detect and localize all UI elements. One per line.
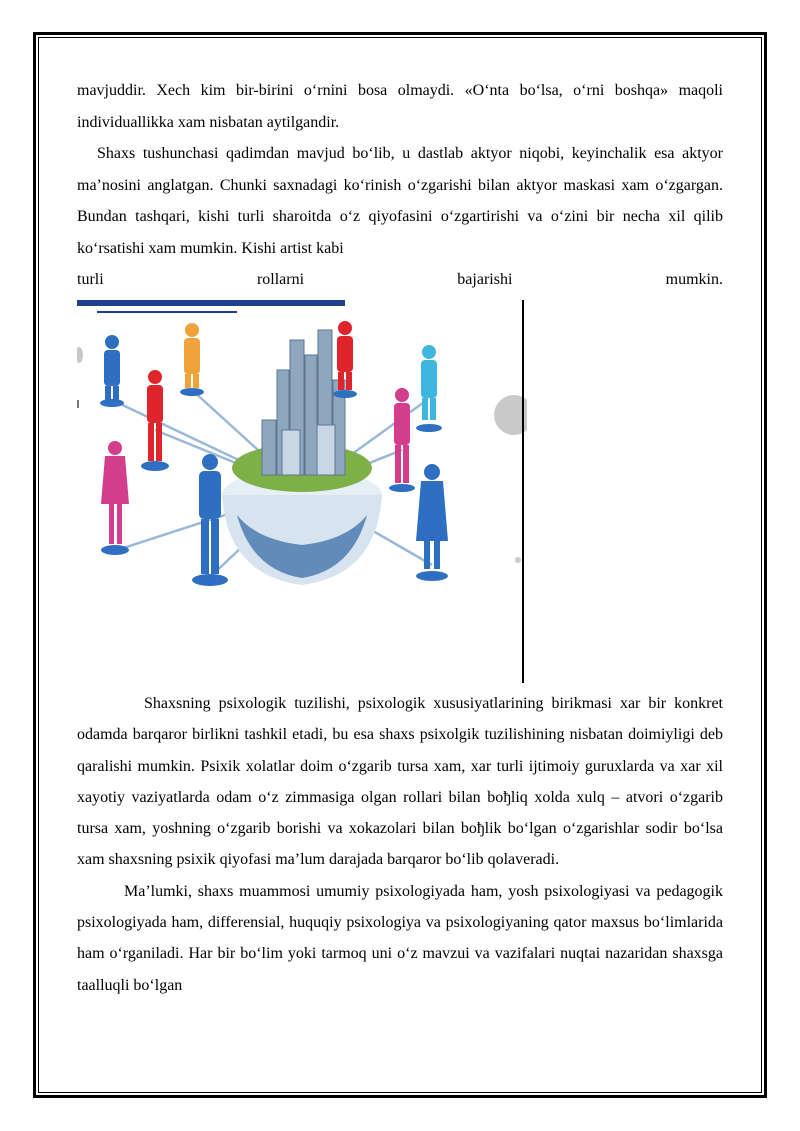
text-block-top [77,75,723,296]
vertical-divider [522,300,524,683]
word: rollarni [256,271,305,288]
paragraph: Ma’lumki, shaxs muammosi umumiy psixologiyada ham, yosh psixologiyasi va pedagogik psixologiyada ham, differensial, huquqiy psixologiya va psixologiyaning qator maxsus bo‘limlarida ham o‘rganiladi. Har bir bo‘lim yoki tarmoq uni o‘z mavzui va vazifalari nuqtai nazaridan shaxsga taalluqli bo‘lgan [77,882,723,994]
word: bajarishi [457,271,513,288]
social-network-illustration [77,300,527,684]
word: turli [77,271,104,288]
paragraph: mavjuddir. Xech kim bir-birini o‘rnini bosa olmaydi. «O‘nta bo‘lsa, o‘rni boshqa» maqoli individuallikka xam nisbatan aytilgandir. [77,82,723,131]
paragraph: Shaxs tushunchasi qadimdan mavjud bo‘lib, u dastlab aktyor niqobi, keyinchalik esa aktyor ma’nosini anglatgan. Chunki saxnadagi ko‘rinish o‘zgarishi bilan aktyor maskasi xam o‘zgargan. Bundan tashqari, kishi turli sharoitda o‘z qiyofasini o‘zgartirishi va o‘zini bir necha xil qilib ko‘rsatishi xam mumkin. Kishi artist kabi [77,145,723,257]
text-block-bottom [77,688,723,1001]
paragraph: Shaxsning psixologik tuzilishi, psixologik xususiyatlarining birikmasi xar bir konkret odamda barqaror birlikni tashkil etadi, bu esa shaxs psixolgik tuzilishining nisbatan doimiyligi deb qaralishi mumkin. Psixik xolatlar doim o‘zgarib tursa xam, xar turli ijtimoiy guruxlarda va xar xil xayotiy vaziyatlarda odam o‘z zimmasiga olgan rollari bilan boђliq xolda xulq – atvori o‘zgarib tursa xam, yoshning o‘zgarib borishi va xokazolari bilan boђlik bo‘lgan o‘zgarishlar sodir bo‘lsa xam shaxsning psixik qiyofasi ma’lum darajada barqaror bo‘lib qolaveradi. [77,695,723,869]
word: mumkin. [665,271,723,288]
justified-line [77,264,723,296]
